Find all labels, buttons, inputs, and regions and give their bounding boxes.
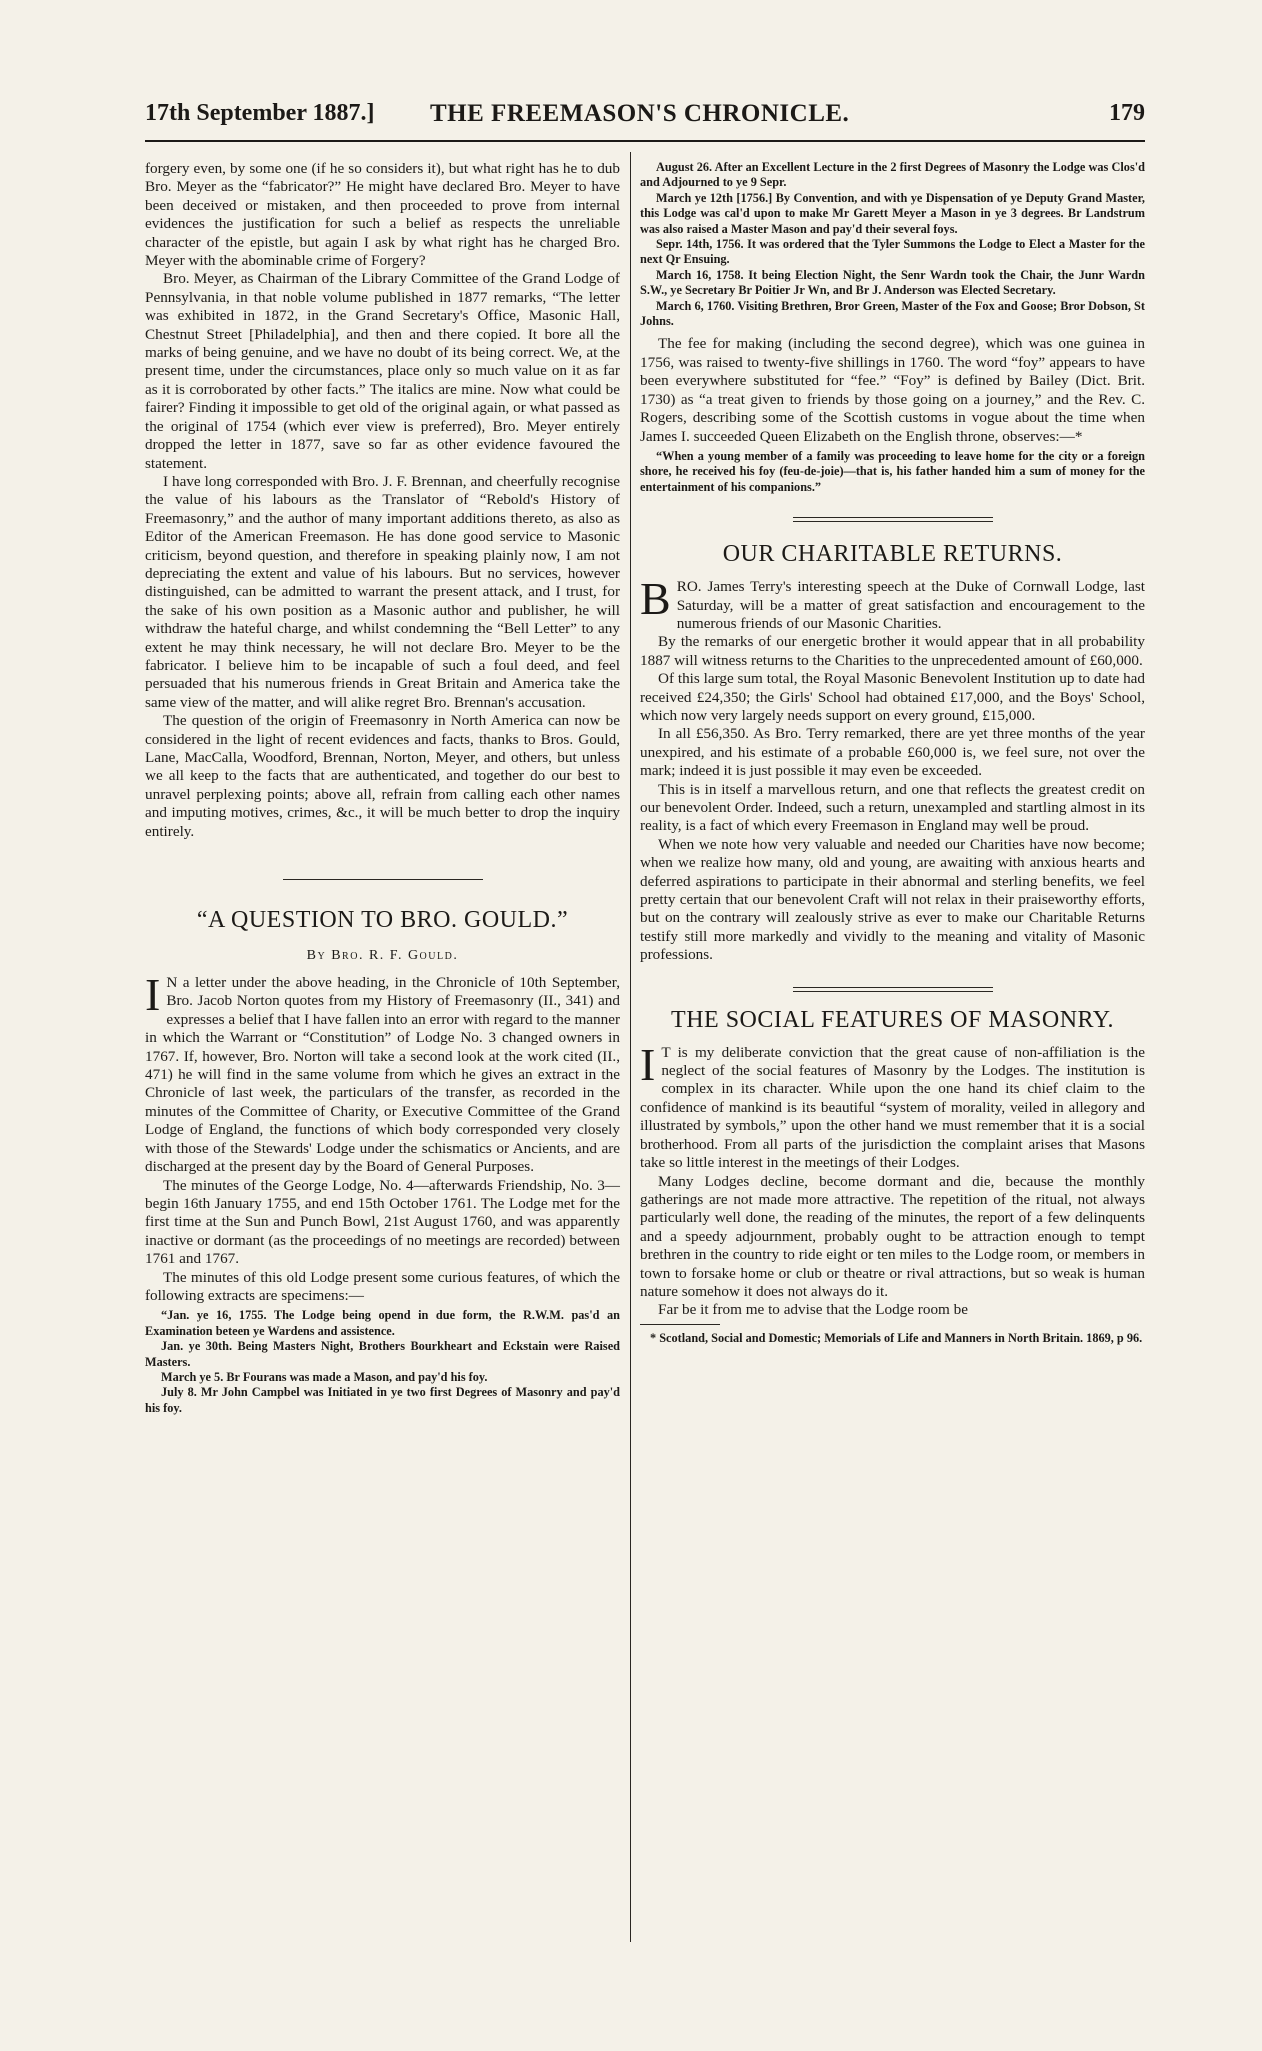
minutes-extract: July 8. Mr John Campbel was Initiated in ye two first Degrees of Masonry and pay'd his foy. xyxy=(145,1385,620,1415)
masthead-title: THE FREEMASON'S CHRONICLE. xyxy=(430,100,850,127)
header-rule xyxy=(145,140,1145,142)
article-paragraph: When we note how very valuable and needed our Charities have now become; when we realize how many, old and young, are awaiting with anxious hearts and deferred aspirations to participate in their abnormal and sterling benefits, we feel pretty certain that our benevolent Craft will not relax in their praiseworthy efforts, but on the contrary will zealously strive as ever to make our Charitable Returns testify still more markedly and vividly to the meaning and vitality of Masonic professions. xyxy=(640,835,1145,964)
drop-cap: B xyxy=(640,573,671,625)
minutes-extract: Sepr. 14th, 1756. It was ordered that the Tyler Summons the Lodge to Elect a Master for the next Qr Ensuing. xyxy=(640,237,1145,267)
article-paragraph: N a letter under the above heading, in the Chronicle of 10th September, Bro. Jacob Norton quotes from my History of Freemasonry (II., 341) and expresses a belief that I have fallen into an error with regard to the manner in which the Warrant or “Constitution” of Lodge No. 3 changed owners in 1767. If, however, Bro. Norton will take a second look at the work cited (II., 471) he will find in the same volume from which he gives an extract in the Chronicle of last week, the particulars of the transfer, as recorded in the minutes of the Committee of Charity, or Executive Committee of the Grand Lodge of England, the functions of which body corresponded very closely with those of the Stewards' Lodge under the schismatics or Ancients, and are discharged at the present day by the Board of General Purposes. xyxy=(145,974,620,1176)
minutes-extract: March ye 12th [1756.] By Convention, and with ye Dispensation of ye Deputy Grand Master, this Lodge was cal'd upon to make Mr Garett Meyer a Mason in ye 3 degrees. Br Landstrum was also raised a Master Mason and pay'd their several foys. xyxy=(640,190,1145,236)
article-paragraph: The minutes of the George Lodge, No. 4—afterwards Friendship, No. 3—begin 16th January 1755, and end 15th October 1761. The Lodge met for the first time at the Sun and Punch Bowl, 21st August 1760, and was apparently inactive or dormant (as the proceedings of no meetings are recorded) between 1761 and 1767. xyxy=(145,1176,620,1268)
left-column xyxy=(145,160,620,1416)
article-paragraph: T is my deliberate conviction that the great cause of non-affiliation is the neglect of the social features of Masonry by the Lodges. The institution is complex in its character. While upon the one hand its chief claim to the confidence of mankind is its beautiful “system of morality, veiled in allegory and illustrated by symbols,” upon the other hand we must remember that it is a social brotherhood. From all parts of the jurisdiction the complaint arises that Masons take so little interest in the meetings of their Lodges. xyxy=(640,1043,1145,1172)
article-paragraph: This is in itself a marvellous return, and one that reflects the greatest credit on our benevolent Order. Indeed, such a return, unexampled and startling almost in its reality, is a fact of which every Freemason in England may well be proud. xyxy=(640,780,1145,835)
minutes-extract: March 16, 1758. It being Election Night, the Senr Wardn took the Chair, the Junr Wardn S.W., ye Secretary Br Poitier Jr Wn, and Br J. Anderson was Elected Secretary. xyxy=(640,267,1145,298)
drop-cap: I xyxy=(640,1038,656,1090)
article-paragraph: RO. James Terry's interesting speech at the Duke of Cornwall Lodge, last Saturday, will be a matter of great satisfaction and encouragement to the numerous friends of our Masonic Charities. xyxy=(676,578,1145,632)
article-paragraph: Of this large sum total, the Royal Masonic Benevolent Institution up to date had received £24,350; the Girls' School had obtained £17,000, and the Boys' School, which now very largely needs support on every ground, £15,000. xyxy=(640,670,1145,724)
minutes-extract: March ye 5. Br Fourans was made a Mason, and pay'd his foy. xyxy=(161,1369,488,1384)
section-title-charitable: OUR CHARITABLE RETURNS. xyxy=(722,541,1063,568)
article-paragraph: Far be it from me to advise that the Lodge room be xyxy=(658,1301,968,1319)
minutes-extract: “Jan. ye 16, 1755. The Lodge being opend in due form, the R.W.M. pas'd an Examination beteen ye Wardens and assistence. xyxy=(145,1308,620,1338)
right-column xyxy=(640,160,1145,1346)
article-paragraph: The minutes of this old Lodge present some curious features, of which the following extracts are specimens:— xyxy=(145,1268,620,1304)
article-paragraph: In all £56,350. As Bro. Terry remarked, there are yet three months of the year unexpired, and his estimate of a probable £60,000 is, we feel sure, not over the mark; indeed it is just possible it may even be exceeded. xyxy=(640,725,1145,780)
article-paragraph: Bro. Meyer, as Chairman of the Library Committee of the Grand Lodge of Pennsylvania, in that noble volume published in 1877 remarks, “The letter was exhibited in 1872, in the Grand Secretary's Office, Masonic Hall, Chestnut Street [Philadelphia], and then and there copied. It bore all the marks of being genuine, and we have no doubt of its being correct. We, at the present time, under the circumstances, place only so much value on it as far as it is corroborated by other facts.” The italics are mine. Now what could be fairer? Finding it impossible to get old of the original again, or what passed as the original of 1754 (which ever view is preferred), Bro. Meyer entirely dropped the letter in 1877, save so far as other evidence favoured the statement. xyxy=(145,270,620,472)
article-paragraph: By the remarks of our energetic brother it would appear that in all probability 1887 will witness returns to the Charities to the unprecedented amount of £60,000. xyxy=(640,633,1145,669)
article-paragraph: I have long corresponded with Bro. J. F. Brennan, and cheerfully recognise the value of his labours as the Translator of “Rebold's History of Freemasonry,” and the author of many important additions thereto, as also as Editor of the American Freemason. He has done good service to Masonic criticism, beyond question, and therefore in speaking plainly now, I am not depreciating the extent and value of his labours. But no services, however distinguished, can be admitted to warrant the present attack, and I trust, for the sake of his own position as a Masonic author and publisher, he will withdraw the hateful charge, and whilst condemning the “Bell Letter” to any extent he may think necessary, he will not declare Bro. Meyer to be the fabricator. I believe him to be incapable of such a foul deed, and feel persuaded that his numerous friends in Great Britain and America take the same view of the matter, and will alike regret Bro. Brennan's accusation. xyxy=(145,472,620,711)
page-header xyxy=(145,100,1145,136)
issue-date: 17th September 1887.] xyxy=(145,100,375,126)
minutes-extract: August 26. After an Excellent Lecture in the 2 first Degrees of Masonry the Lodge was Clos'd and Adjourned to ye 9 Sepr. xyxy=(640,160,1145,190)
byline: By Bro. R. F. Gould. xyxy=(306,948,459,964)
quoted-passage: “When a young member of a family was proceeding to leave home for the city or a foreign shore, he received his foy (feu-de-joie)—that is, his father handed him a sum of money for the entertainment of his companions.” xyxy=(640,448,1145,494)
article-paragraph: The fee for making (including the second degree), which was one guinea in 1756, was raised to twenty-five shillings in 1760. The word “foy” appears to have been everywhere substituted for “fee.” “Foy” is defined by Bailey (Dict. Brit. 1730) as “a treat given to friends by those going on a journey,” and the Rev. C. Rogers, describing some of the Scottish customs in vogue about the time when James I. succeeded Queen Elizabeth on the English throne, observes:—* xyxy=(640,335,1145,445)
footnote-rule xyxy=(640,1324,720,1325)
footnote: * Scotland, Social and Domestic; Memorials of Life and Manners in North Britain. 1869, p 96. xyxy=(650,1330,1143,1345)
article-paragraph: The question of the origin of Freemasonry in North America can now be considered in the light of recent evidences and facts, thanks to Bros. Gould, Lane, MacCalla, Woodford, Brennan, Norton, Meyer, and others, but unless we all keep to the facts that are authenticated, and together do our best to unravel perplexing points; above all, refrain from calling each other names and imputing motives, crimes, &c., it will be much better to drop the inquiry entirely. xyxy=(145,712,620,840)
article-paragraph: Many Lodges decline, become dormant and die, because the monthly gatherings are not made more attractive. The repetition of the ritual, not always particularly well done, the reading of the minutes, the report of a few delinquents and a speedy adjournment, probably ought to be attraction enough to tempt brethren in the country to ride eight or ten miles to the Lodge room, or members in town to forsake home or club or theatre or rival attractions, but so weak is human nature somehow it does not always do it. xyxy=(640,1172,1145,1300)
section-title-question: “A QUESTION TO BRO. GOULD.” xyxy=(196,907,569,934)
minutes-extract: Jan. ye 30th. Being Masters Night, Brothers Bourkheart and Eckstain were Raised Masters. xyxy=(145,1339,620,1369)
drop-cap: I xyxy=(145,969,161,1021)
article-paragraph: forgery even, by some one (if he so considers it), but what right has he to dub Bro. Meyer as the “fabricator?” He might have declared Bro. Meyer to have been deceived or mistaken, and then proceeded to prove from internal evidences the justification for such a belief as respects the unreliable character of the epistle, but again I ask by what right has he charged Bro. Meyer with the abominable crime of Forgery? xyxy=(145,160,620,270)
section-title-social: THE SOCIAL FEATURES OF MASONRY. xyxy=(671,1006,1114,1033)
page-number: 179 xyxy=(1109,100,1145,126)
column-divider xyxy=(630,152,631,1942)
minutes-extract: March 6, 1760. Visiting Brethren, Bror Green, Master of the Fox and Goose; Bror Dobson, St Johns. xyxy=(640,298,1145,329)
